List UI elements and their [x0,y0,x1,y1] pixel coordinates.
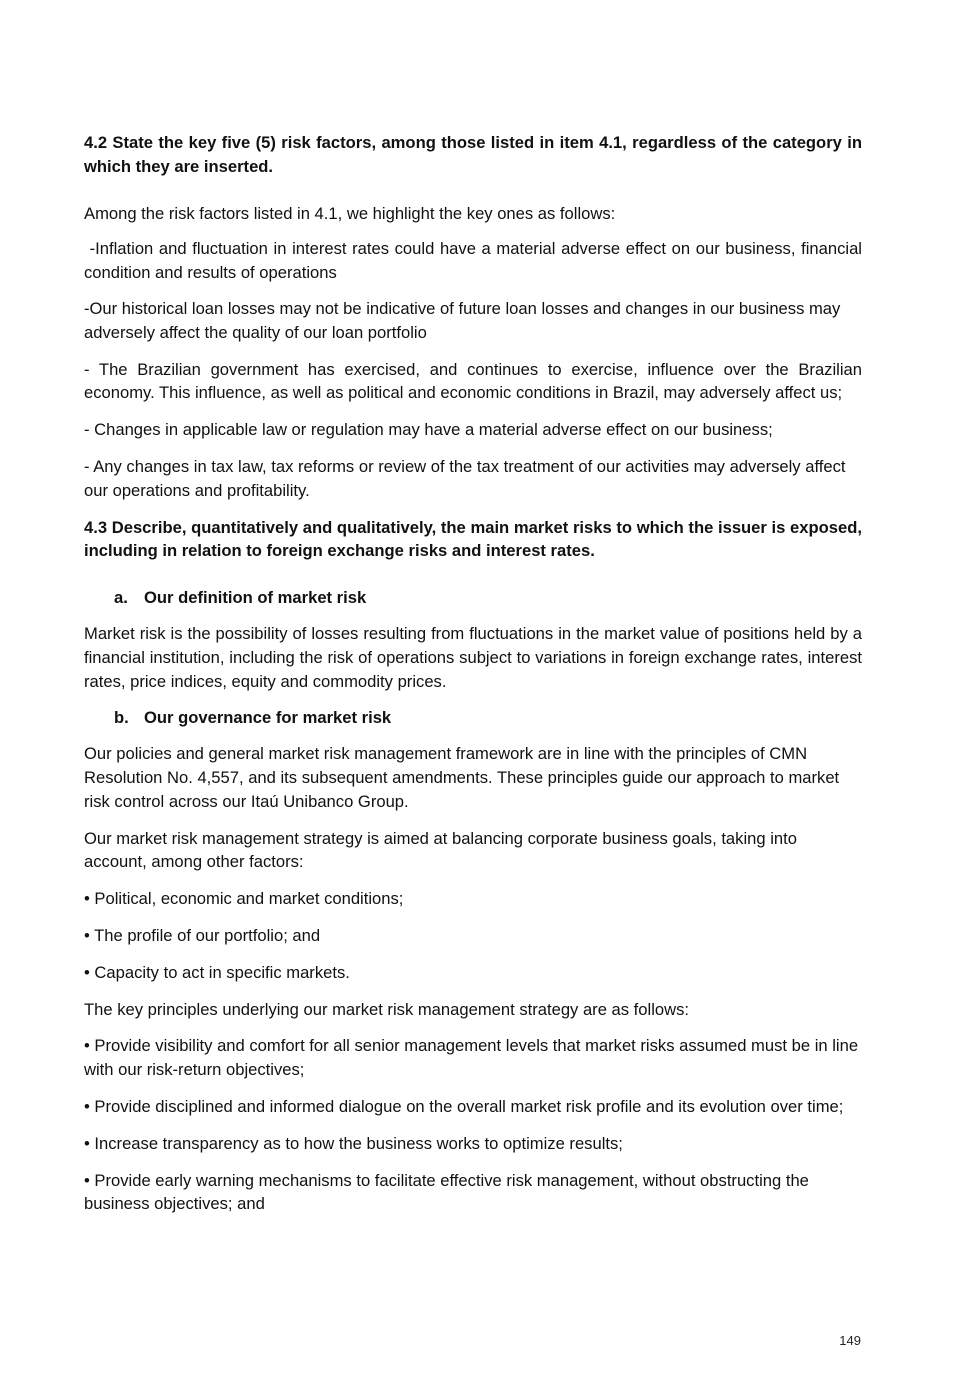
section-4-2-heading: 4.2 State the key five (5) risk factors, among those listed in item 4.1, regardless of the category in which they are inserted. [84,133,862,176]
subsection-a-marker: a. [114,588,128,608]
factor-bullet: • Political, economic and market conditions; [84,889,404,909]
subsection-b-marker: b. [114,708,129,728]
subsection-a-title: Our definition of market risk [144,588,367,608]
principles-intro: The key principles underlying our market risk management strategy are as follows: [84,999,690,1019]
risk-factor-item: - Any changes in tax law, tax reforms or review of the tax treatment of our activities may adversely affect our operations and profitability. [84,456,846,500]
governance-paragraph: Our policies and general market risk management framework are in line with the principles of CMN Resolution No. 4,557, and its subsequent amendments. These principles guide our approach to market risk control across our Itaú Unibanco Group. [84,744,840,811]
principle-bullet: • Provide early warning mechanisms to facilitate effective risk management, without obstructing the business objectives; and [84,1170,809,1214]
risk-factor-item: -Inflation and fluctuation in interest rates could have a material adverse effect on our business, financial condition and results of operations [84,239,867,283]
section-4-3-heading: 4.3 Describe, quantitatively and qualitatively, the main market risks to which the issuer is exposed, including in relation to foreign exchange risks and interest rates. [84,517,862,561]
section-4-2-intro: Among the risk factors listed in 4.1, we highlight the key ones as follows: [84,203,616,223]
page-number: 149 [839,1333,861,1348]
subsection-b-heading [84,706,862,730]
principle-bullet: • Provide visibility and comfort for all senior management levels that market risks assumed must be in line with our risk-return objectives; [84,1036,859,1080]
factor-bullet: • The profile of our portfolio; and [84,925,321,945]
principle-bullet: • Increase transparency as to how the business works to optimize results; [84,1133,623,1153]
factor-bullet: • Capacity to act in specific markets. [84,962,350,982]
strategy-paragraph: Our market risk management strategy is aimed at balancing corporate business goals, taking into account, among other factors: [84,828,797,872]
principle-bullet: • Provide disciplined and informed dialogue on the overall market risk profile and its evolution over time; [84,1096,844,1116]
subsection-a-heading [84,586,862,610]
risk-factor-item: -Our historical loan losses may not be indicative of future loan losses and changes in our business may adversely affect the quality of our loan portfolio [84,298,841,342]
risk-factor-item: - The Brazilian government has exercised, and continues to exercise, influence over the Brazilian economy. This influence, as well as political and economic conditions in Brazil, may adversely affect us; [84,359,862,403]
risk-factor-item: - Changes in applicable law or regulation may have a material adverse effect on our business; [84,420,773,440]
subsection-b-title: Our governance for market risk [144,708,392,728]
market-risk-definition: Market risk is the possibility of losses resulting from fluctuations in the market value of positions held by a financial institution, including the risk of operations subject to variations in foreign exchange rates, interest rates, price indices, equity and commodity prices. [84,623,862,691]
document-page [84,131,867,1229]
